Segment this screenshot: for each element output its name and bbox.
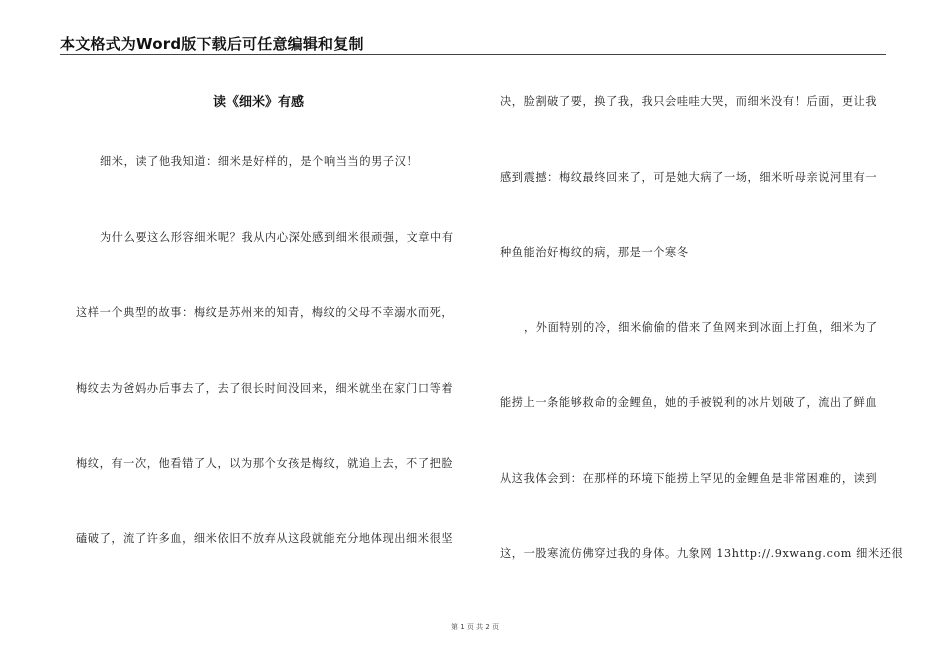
paragraph-line: 感到震撼：梅纹最终回来了，可是她大病了一场，细米听母亲说河里有一 bbox=[500, 171, 878, 184]
paragraph-line: 决，脸割破了要，换了我，我只会哇哇大哭，而细米没有！后面，更让我 bbox=[500, 95, 878, 108]
paragraph-line: 梅纹，有一次，他看错了人，以为那个女孩是梅纹，就追上去，不了把脸 bbox=[76, 457, 454, 470]
paragraph-line: 这样一个典型的故事：梅纹是苏州来的知青，梅纹的父母不幸溺水而死， bbox=[76, 306, 454, 319]
paragraph-line: 磕破了，流了许多血，细米依旧不放弃从这段就能充分地体现出细米很坚 bbox=[76, 532, 454, 545]
paragraph-line: 梅纹去为爸妈办后事去了，去了很长时间没回来，细米就坐在家门口等着 bbox=[76, 382, 454, 395]
paragraph-line: 细米，读了他我知道：细米是好样的，是个响当当的男子汉！ bbox=[100, 155, 419, 168]
page-number: 第 1 页 共 2 页 bbox=[450, 623, 500, 631]
paragraph-line: 种鱼能治好梅纹的病，那是一个寒冬 bbox=[500, 246, 689, 259]
document-title: 读《细米》有感 bbox=[213, 95, 305, 110]
paragraph-line: 为什么要这么形容细米呢？我从内心深处感到细米很顽强，文章中有 bbox=[100, 231, 454, 244]
paragraph-line: 从这我体会到：在那样的环境下能捞上罕见的金鲤鱼是非常困难的，读到 bbox=[500, 472, 878, 485]
download-banner: 本文格式为Word版下载后可任意编辑和复制 bbox=[60, 35, 364, 53]
header-divider bbox=[60, 54, 886, 55]
paragraph-line: 这，一股寒流仿佛穿过我的身体。九象网 13http://.9xwang.com 细米还很 bbox=[500, 547, 904, 560]
paragraph-line: ，外面特别的冷，细米偷偷的借来了鱼网来到冰面上打鱼，细米为了 bbox=[524, 321, 878, 334]
paragraph-line: 能捞上一条能够救命的金鲤鱼，她的手被锐利的冰片划破了，流出了鲜血 bbox=[500, 396, 878, 409]
